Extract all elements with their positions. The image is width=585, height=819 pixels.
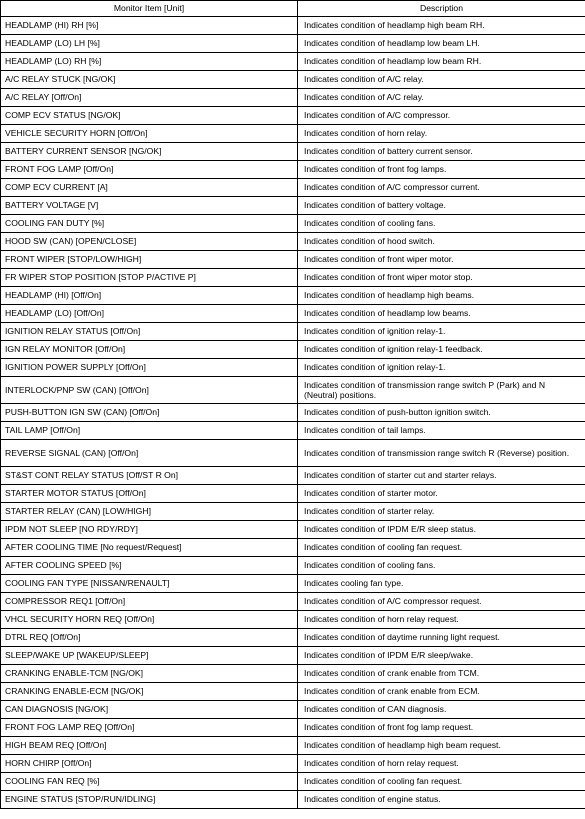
table-row (1, 125, 585, 143)
table-row (1, 179, 585, 197)
monitor-item-cell: COMP ECV CURRENT [A] (1, 179, 298, 197)
table-row (1, 683, 585, 701)
description-cell: Indicates condition of daytime running light request. (298, 629, 585, 647)
table-row (1, 701, 585, 719)
monitor-item-cell: COOLING FAN REQ [%] (1, 773, 298, 791)
description-cell: Indicates condition of horn relay request. (298, 611, 585, 629)
table-row (1, 35, 585, 53)
monitor-item-cell: ENGINE STATUS [STOP/RUN/IDLING] (1, 791, 298, 809)
monitor-item-cell: VEHICLE SECURITY HORN [Off/On] (1, 125, 298, 143)
description-cell: Indicates condition of starter cut and starter relays. (298, 467, 585, 485)
table-row (1, 251, 585, 269)
table-row (1, 143, 585, 161)
table-row (1, 71, 585, 89)
description-cell: Indicates condition of starter relay. (298, 503, 585, 521)
table-row (1, 287, 585, 305)
monitor-item-cell: CAN DIAGNOSIS [NG/OK] (1, 701, 298, 719)
table-row (1, 440, 585, 467)
description-cell: Indicates condition of horn relay request. (298, 755, 585, 773)
monitor-item-cell: A/C RELAY [Off/On] (1, 89, 298, 107)
table-row (1, 107, 585, 125)
description-cell: Indicates condition of A/C relay. (298, 89, 585, 107)
description-cell: Indicates cooling fan type. (298, 575, 585, 593)
monitor-item-cell: DTRL REQ [Off/On] (1, 629, 298, 647)
description-cell: Indicates condition of starter motor. (298, 485, 585, 503)
description-cell: Indicates condition of A/C compressor. (298, 107, 585, 125)
table-row (1, 269, 585, 287)
table-row (1, 305, 585, 323)
description-cell: Indicates condition of transmission range switch R (Reverse) position. (298, 440, 585, 467)
description-cell: Indicates condition of battery current sensor. (298, 143, 585, 161)
monitor-item-cell: VHCL SECURITY HORN REQ [Off/On] (1, 611, 298, 629)
monitor-item-cell: FRONT FOG LAMP REQ [Off/On] (1, 719, 298, 737)
column-header-monitor-item: Monitor Item [Unit] (1, 1, 298, 17)
monitor-item-cell: PUSH-BUTTON IGN SW (CAN) [Off/On] (1, 404, 298, 422)
monitor-item-cell: HEADLAMP (HI) RH [%] (1, 17, 298, 35)
monitor-item-cell: FRONT FOG LAMP [Off/On] (1, 161, 298, 179)
monitor-item-cell: TAIL LAMP [Off/On] (1, 422, 298, 440)
description-cell: Indicates condition of battery voltage. (298, 197, 585, 215)
table-row (1, 161, 585, 179)
description-cell: Indicates condition of cooling fan request. (298, 539, 585, 557)
table-row (1, 377, 585, 404)
monitor-item-cell: ST&ST CONT RELAY STATUS [Off/ST R On] (1, 467, 298, 485)
monitor-item-cell: COOLING FAN TYPE [NISSAN/RENAULT] (1, 575, 298, 593)
description-cell: Indicates condition of hood switch. (298, 233, 585, 251)
monitor-item-cell: AFTER COOLING SPEED [%] (1, 557, 298, 575)
table-header-row (1, 1, 585, 17)
table-row (1, 647, 585, 665)
table-row (1, 503, 585, 521)
monitor-item-cell: IPDM NOT SLEEP [NO RDY/RDY] (1, 521, 298, 539)
description-cell: Indicates condition of IPDM E/R sleep status. (298, 521, 585, 539)
description-cell: Indicates condition of push-button ignition switch. (298, 404, 585, 422)
monitor-item-cell: BATTERY CURRENT SENSOR [NG/OK] (1, 143, 298, 161)
description-cell: Indicates condition of front fog lamp request. (298, 719, 585, 737)
description-cell: Indicates condition of headlamp high beams. (298, 287, 585, 305)
table-row (1, 323, 585, 341)
monitor-item-cell: CRANKING ENABLE-TCM [NG/OK] (1, 665, 298, 683)
description-cell: Indicates condition of tail lamps. (298, 422, 585, 440)
monitor-item-cell: STARTER RELAY (CAN) [LOW/HIGH] (1, 503, 298, 521)
description-cell: Indicates condition of cooling fans. (298, 557, 585, 575)
monitor-item-cell: COMP ECV STATUS [NG/OK] (1, 107, 298, 125)
description-cell: Indicates condition of horn relay. (298, 125, 585, 143)
description-cell: Indicates condition of crank enable from TCM. (298, 665, 585, 683)
monitor-item-cell: HEADLAMP (LO) RH [%] (1, 53, 298, 71)
table-row (1, 539, 585, 557)
monitor-item-cell: CRANKING ENABLE-ECM [NG/OK] (1, 683, 298, 701)
description-cell: Indicates condition of headlamp low beams. (298, 305, 585, 323)
monitor-item-cell: BATTERY VOLTAGE [V] (1, 197, 298, 215)
description-cell: Indicates condition of headlamp low beam LH. (298, 35, 585, 53)
table-row (1, 719, 585, 737)
monitor-item-cell: SLEEP/WAKE UP [WAKEUP/SLEEP] (1, 647, 298, 665)
description-cell: Indicates condition of crank enable from ECM. (298, 683, 585, 701)
table-row (1, 341, 585, 359)
table-row (1, 233, 585, 251)
monitor-item-cell: COOLING FAN DUTY [%] (1, 215, 298, 233)
description-cell: Indicates condition of engine status. (298, 791, 585, 809)
monitor-item-cell: IGNITION RELAY STATUS [Off/On] (1, 323, 298, 341)
description-cell: Indicates condition of transmission range switch P (Park) and N (Neutral) positions. (298, 377, 585, 404)
table-row (1, 89, 585, 107)
table-row (1, 593, 585, 611)
description-cell: Indicates condition of ignition relay-1 feedback. (298, 341, 585, 359)
description-cell: Indicates condition of front wiper motor. (298, 251, 585, 269)
monitor-item-cell: IGN RELAY MONITOR [Off/On] (1, 341, 298, 359)
description-cell: Indicates condition of ignition relay-1. (298, 359, 585, 377)
description-cell: Indicates condition of cooling fan request. (298, 773, 585, 791)
description-cell: Indicates condition of CAN diagnosis. (298, 701, 585, 719)
table-row (1, 485, 585, 503)
table-row (1, 467, 585, 485)
table-row (1, 665, 585, 683)
monitor-item-cell: COMPRESSOR REQ1 [Off/On] (1, 593, 298, 611)
monitor-item-cell: FR WIPER STOP POSITION [STOP P/ACTIVE P] (1, 269, 298, 287)
table-row (1, 359, 585, 377)
table-row (1, 791, 585, 809)
description-cell: Indicates condition of A/C compressor request. (298, 593, 585, 611)
table-row (1, 215, 585, 233)
table-row (1, 53, 585, 71)
description-cell: Indicates condition of cooling fans. (298, 215, 585, 233)
monitor-item-cell: A/C RELAY STUCK [NG/OK] (1, 71, 298, 89)
monitor-item-cell: STARTER MOTOR STATUS [Off/On] (1, 485, 298, 503)
description-cell: Indicates condition of headlamp high beam request. (298, 737, 585, 755)
monitor-item-cell: FRONT WIPER [STOP/LOW/HIGH] (1, 251, 298, 269)
description-cell: Indicates condition of front fog lamps. (298, 161, 585, 179)
monitor-item-cell: AFTER COOLING TIME [No request/Request] (1, 539, 298, 557)
table-row (1, 575, 585, 593)
table-row (1, 521, 585, 539)
description-cell: Indicates condition of headlamp low beam RH. (298, 53, 585, 71)
description-cell: Indicates condition of ignition relay-1. (298, 323, 585, 341)
monitor-item-cell: IGNITION POWER SUPPLY [Off/On] (1, 359, 298, 377)
table-row (1, 737, 585, 755)
table-row (1, 755, 585, 773)
description-cell: Indicates condition of front wiper motor stop. (298, 269, 585, 287)
monitor-item-cell: REVERSE SIGNAL (CAN) [Off/On] (1, 440, 298, 467)
table-row (1, 404, 585, 422)
description-cell: Indicates condition of A/C relay. (298, 71, 585, 89)
column-header-description: Description (298, 1, 585, 17)
description-cell: Indicates condition of A/C compressor current. (298, 179, 585, 197)
monitor-item-cell: HORN CHIRP [Off/On] (1, 755, 298, 773)
table-row (1, 197, 585, 215)
table-row (1, 611, 585, 629)
table-row (1, 773, 585, 791)
monitor-item-cell: HEADLAMP (HI) [Off/On] (1, 287, 298, 305)
monitor-item-cell: HEADLAMP (LO) LH [%] (1, 35, 298, 53)
table-row (1, 629, 585, 647)
table-row (1, 17, 585, 35)
description-cell: Indicates condition of IPDM E/R sleep/wake. (298, 647, 585, 665)
monitor-item-cell: INTERLOCK/PNP SW (CAN) [Off/On] (1, 377, 298, 404)
monitor-item-cell: HOOD SW (CAN) [OPEN/CLOSE] (1, 233, 298, 251)
table-row (1, 557, 585, 575)
description-cell: Indicates condition of headlamp high beam RH. (298, 17, 585, 35)
table-row (1, 422, 585, 440)
table-body (1, 17, 585, 809)
monitor-item-cell: HIGH BEAM REQ [Off/On] (1, 737, 298, 755)
monitor-item-cell: HEADLAMP (LO) [Off/On] (1, 305, 298, 323)
